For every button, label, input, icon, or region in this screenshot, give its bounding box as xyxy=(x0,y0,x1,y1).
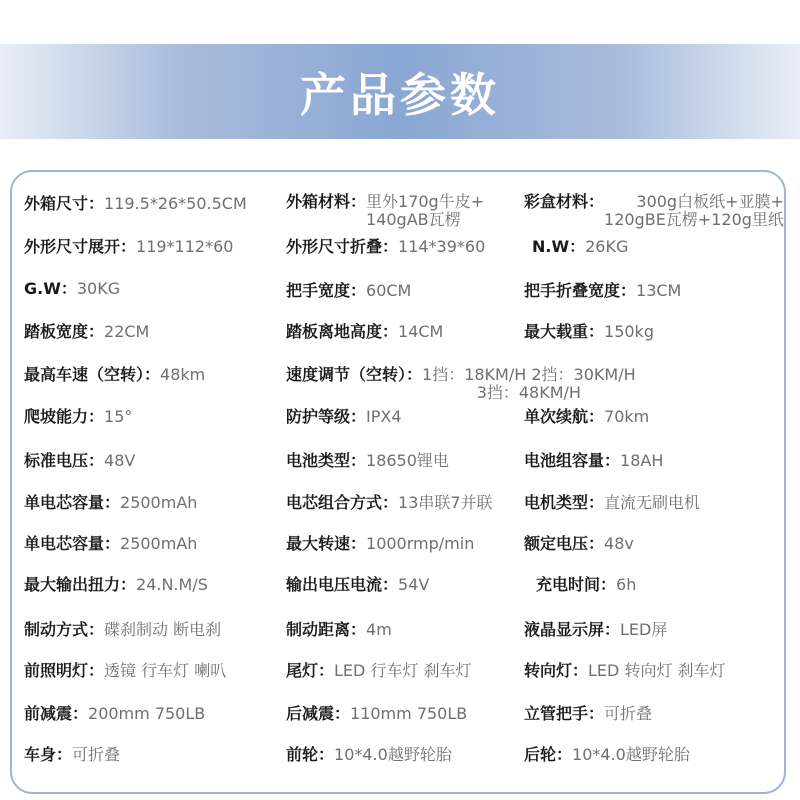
spec-label: 后轮： xyxy=(524,745,573,764)
spec-value: 2500mAh xyxy=(120,493,198,512)
spec-net-weight xyxy=(532,238,628,256)
spec-brake-distance xyxy=(286,621,392,639)
spec-max-speed xyxy=(24,366,205,384)
spec-value: 22CM xyxy=(104,322,150,341)
spec-value-line1: 里外170g牛皮+ xyxy=(366,192,485,211)
spec-value: 119.5*26*50.5CM xyxy=(104,194,247,213)
spec-value: 14CM xyxy=(398,322,444,341)
spec-front-suspension xyxy=(24,705,205,723)
spec-output-voltage xyxy=(286,576,429,594)
spec-value: 48km xyxy=(160,365,206,384)
spec-value: 24.N.M/S xyxy=(136,575,208,594)
spec-front-wheel xyxy=(286,746,452,764)
spec-brake-method xyxy=(24,621,221,639)
spec-value: 可折叠 xyxy=(72,745,121,764)
spec-value: LED屏 xyxy=(620,620,668,639)
spec-value: 1000rmp/min xyxy=(366,534,475,553)
spec-label: 把手宽度： xyxy=(286,281,367,300)
spec-label: 速度调节（空转）： xyxy=(286,365,423,384)
spec-max-rpm xyxy=(286,535,474,553)
spec-label: 电池组容量： xyxy=(524,451,621,470)
spec-stem-handle xyxy=(524,705,652,723)
spec-cell-capacity-1 xyxy=(24,494,197,512)
spec-value: 可折叠 xyxy=(604,704,653,723)
spec-lcd-display xyxy=(524,621,667,639)
spec-label: 外箱尺寸： xyxy=(24,194,105,213)
spec-value: IPX4 xyxy=(366,407,402,426)
spec-speed-adjust xyxy=(286,366,636,402)
spec-headlight xyxy=(24,662,226,680)
spec-label: 最大输出扭力： xyxy=(24,575,137,594)
spec-label: 后减震： xyxy=(286,704,351,723)
spec-label: 转向灯： xyxy=(524,661,589,680)
spec-label: 最高车速（空转）： xyxy=(24,365,161,384)
spec-value: 18AH xyxy=(620,451,664,470)
spec-protection xyxy=(286,408,402,426)
spec-value: 6h xyxy=(616,575,637,594)
spec-handle-folded-width xyxy=(524,282,681,300)
spec-outer-box-material xyxy=(286,193,484,229)
spec-value: 110mm 750LB xyxy=(350,704,468,723)
spec-value-line2: 140gAB瓦楞 xyxy=(366,210,461,229)
spec-label: 彩盒材料： xyxy=(524,192,605,211)
spec-label: N.W： xyxy=(532,237,586,256)
spec-value-line2: 3挡：48KM/H xyxy=(476,383,581,402)
spec-label: 制动距离： xyxy=(286,620,367,639)
spec-handle-width xyxy=(286,282,411,300)
spec-pedal-height xyxy=(286,323,443,341)
spec-panel xyxy=(10,170,786,794)
spec-body xyxy=(24,746,120,764)
spec-motor-type xyxy=(524,494,700,512)
spec-label: 标准电压： xyxy=(24,451,105,470)
spec-unfolded-size xyxy=(24,238,233,256)
spec-turn-signal xyxy=(524,662,726,680)
spec-label: 最大转速： xyxy=(286,534,367,553)
spec-value: 2500mAh xyxy=(120,534,198,553)
spec-label: 尾灯： xyxy=(286,661,335,680)
spec-value: 碟刹制动 断电刹 xyxy=(104,620,222,639)
spec-std-voltage xyxy=(24,452,135,470)
spec-label: 把手折叠宽度： xyxy=(524,281,637,300)
spec-value: 200mm 750LB xyxy=(88,704,206,723)
spec-label: 外形尺寸展开： xyxy=(24,237,137,256)
spec-label: 液晶显示屏： xyxy=(524,620,621,639)
spec-taillight xyxy=(286,662,472,680)
spec-cell-capacity-2 xyxy=(24,535,197,553)
spec-value: 30KG xyxy=(76,279,121,298)
spec-battery-capacity xyxy=(524,452,663,470)
spec-label: 输出电压电流： xyxy=(286,575,399,594)
spec-max-torque xyxy=(24,576,208,594)
spec-value: 114*39*60 xyxy=(398,237,486,256)
spec-label: 爬坡能力： xyxy=(24,407,105,426)
spec-label: 踏板离地高度： xyxy=(286,322,399,341)
spec-value: 15° xyxy=(104,407,133,426)
spec-max-load xyxy=(524,323,654,341)
spec-cell-combination xyxy=(286,494,493,512)
spec-folded-size xyxy=(286,238,485,256)
spec-label: G.W： xyxy=(24,279,77,298)
spec-value: 150kg xyxy=(604,322,654,341)
spec-label: 单电芯容量： xyxy=(24,493,121,512)
spec-value-line1: 300g白板纸+亚膜+ xyxy=(636,192,784,211)
spec-label: 最大载重： xyxy=(524,322,605,341)
spec-label: 单次续航： xyxy=(524,407,605,426)
spec-value: 48V xyxy=(104,451,136,470)
spec-label: 电芯组合方式： xyxy=(286,493,399,512)
spec-value: 13CM xyxy=(636,281,682,300)
spec-outer-box-size xyxy=(24,195,247,213)
spec-value-line2: 120gBE瓦楞+120g里纸 xyxy=(604,210,784,229)
spec-label: 防护等级： xyxy=(286,407,367,426)
spec-value: 透镜 行车灯 喇叭 xyxy=(104,661,227,680)
spec-color-box-material xyxy=(524,193,784,229)
spec-value: 48v xyxy=(604,534,634,553)
spec-value: 10*4.0越野轮胎 xyxy=(334,745,452,764)
spec-label: 前轮： xyxy=(286,745,335,764)
spec-label: 电池类型： xyxy=(286,451,367,470)
spec-value: 70km xyxy=(604,407,650,426)
spec-label: 车身： xyxy=(24,745,73,764)
spec-charge-time xyxy=(536,576,636,594)
spec-value: 54V xyxy=(398,575,430,594)
spec-label: 外箱材料： xyxy=(286,192,367,211)
spec-value: 10*4.0越野轮胎 xyxy=(572,745,690,764)
spec-range xyxy=(524,408,649,426)
spec-label: 充电时间： xyxy=(536,575,617,594)
spec-value-line1: 1挡：18KM/H 2挡：30KM/H xyxy=(422,365,636,384)
spec-value: 18650锂电 xyxy=(366,451,449,470)
spec-value: LED 转向灯 刹车灯 xyxy=(588,661,726,680)
spec-label: 前减震： xyxy=(24,704,89,723)
spec-rear-suspension xyxy=(286,705,467,723)
spec-value: 26KG xyxy=(585,237,629,256)
page-title: 产品参数 xyxy=(300,67,500,122)
spec-pedal-width xyxy=(24,323,149,341)
spec-rated-voltage xyxy=(524,535,634,553)
spec-label: 制动方式： xyxy=(24,620,105,639)
spec-value: LED 行车灯 刹车灯 xyxy=(334,661,472,680)
spec-battery-type xyxy=(286,452,449,470)
spec-label: 单电芯容量： xyxy=(24,534,121,553)
spec-label: 额定电压： xyxy=(524,534,605,553)
spec-label: 立管把手： xyxy=(524,704,605,723)
spec-climbing xyxy=(24,408,132,426)
spec-value: 60CM xyxy=(366,281,412,300)
spec-value: 119*112*60 xyxy=(136,237,234,256)
spec-value: 4m xyxy=(366,620,392,639)
spec-value: 直流无刷电机 xyxy=(604,493,701,512)
spec-label: 电机类型： xyxy=(524,493,605,512)
spec-label: 踏板宽度： xyxy=(24,322,105,341)
spec-value: 13串联7并联 xyxy=(398,493,493,512)
spec-gross-weight xyxy=(24,280,120,298)
spec-rear-wheel xyxy=(524,746,690,764)
spec-label: 前照明灯： xyxy=(24,661,105,680)
spec-label: 外形尺寸折叠： xyxy=(286,237,399,256)
